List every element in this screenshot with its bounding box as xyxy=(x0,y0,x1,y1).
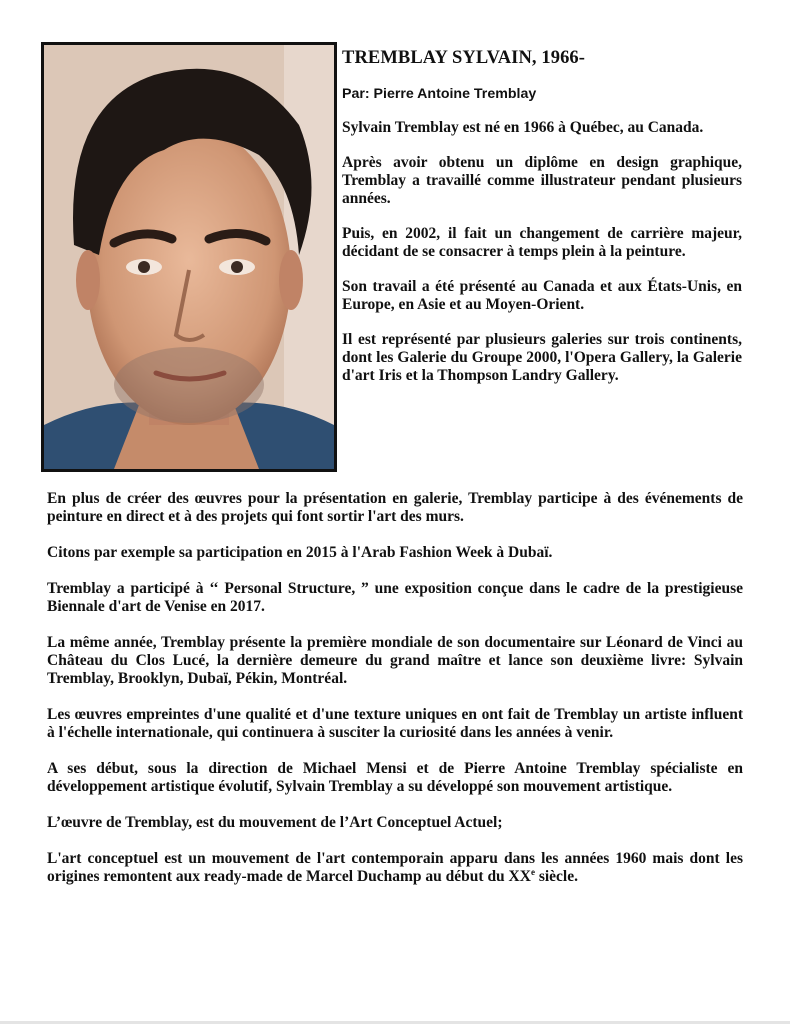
side-paragraph: Après avoir obtenu un diplôme en design graphique, Tremblay a travaillé comme illustrateur pendant plusieurs années. xyxy=(342,154,742,207)
body-column xyxy=(47,490,743,904)
portrait-illustration xyxy=(44,45,334,469)
final-paragraph xyxy=(47,850,743,886)
side-paragraph: Puis, en 2002, il fait un changement de carrière majeur, décidant de se consacrer à temps plein à la peinture. xyxy=(342,225,742,260)
body-paragraph: En plus de créer des œuvres pour la présentation en galerie, Tremblay participe à des événements de peinture en direct et à des projets qui font sortir l'art des murs. xyxy=(47,490,743,525)
final-paragraph-text: L'art conceptuel est un mouvement de l'art contemporain apparu dans les années 1960 mais dont les origines remontent aux ready-made de Marcel Duchamp au début du XX xyxy=(47,850,743,885)
side-paragraph: Sylvain Tremblay est né en 1966 à Québec, au Canada. xyxy=(342,119,704,136)
article-byline: Par: Pierre Antoine Tremblay xyxy=(342,86,537,102)
body-paragraph: Les œuvres empreintes d'une qualité et d'une texture uniques en ont fait de Tremblay un artiste influent à l'échelle internationale, qui continuera à susciter la curiosité dans les années à venir. xyxy=(47,706,743,741)
body-paragraph: La même année, Tremblay présente la première mondiale de son documentaire sur Léonard de Vinci au Château du Clos Lucé, la dernière demeure du grand maître et lance son deuxième livre: Sylvain Tremblay, Brooklyn, Dubaï, Pékin, Montréal. xyxy=(47,634,743,687)
portrait-photo xyxy=(41,42,337,472)
article-title: TREMBLAY SYLVAIN, 1966- xyxy=(342,48,586,68)
body-paragraph: Tremblay a participé à ‘‘ Personal Structure, ” une exposition conçue dans le cadre de la prestigieuse Biennale d'art de Venise en 2017. xyxy=(47,580,743,615)
side-paragraph: Son travail a été présenté au Canada et aux États-Unis, en Europe, en Asie et au Moyen-Orient. xyxy=(342,278,742,313)
century-superscript: e xyxy=(530,866,535,877)
body-paragraph: A ses début, sous la direction de Michael Mensi et de Pierre Antoine Tremblay spécialiste en développement artistique évolutif, Sylvain Tremblay a su développé son mouvement artistique. xyxy=(47,760,743,795)
body-paragraph: Citons par exemple sa participation en 2015 à l'Arab Fashion Week à Dubaï. xyxy=(47,544,553,561)
side-paragraph: Il est représenté par plusieurs galeries sur trois continents, dont les Galerie du Groupe 2000, l'Opera Gallery, la Galerie d'art Iris et la Thompson Landry Gallery. xyxy=(342,331,742,384)
final-paragraph-end: siècle. xyxy=(534,868,578,885)
side-column xyxy=(342,48,742,402)
body-paragraph: L’œuvre de Tremblay, est du mouvement de l’Art Conceptuel Actuel; xyxy=(47,814,503,831)
